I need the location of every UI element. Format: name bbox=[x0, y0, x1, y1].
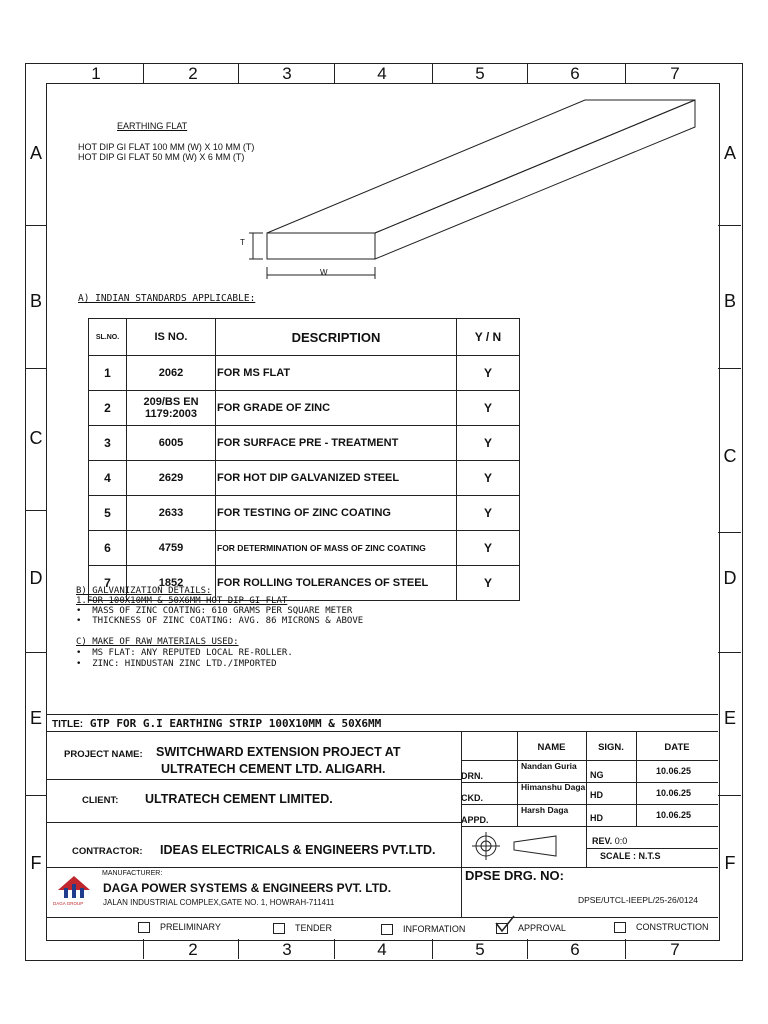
col-yn-header: Y / N bbox=[457, 319, 520, 356]
raw-bullet-2: • ZINC: HINDUSTAN ZINC LTD./IMPORTED bbox=[76, 659, 277, 669]
bullet: • bbox=[76, 606, 93, 616]
row-is: 6005 bbox=[127, 426, 216, 461]
bullet: • bbox=[76, 659, 93, 669]
table-row bbox=[89, 426, 520, 461]
drn-date: 10.06.25 bbox=[656, 766, 692, 776]
status-preliminary[interactable]: PRELIMINARY bbox=[138, 922, 221, 933]
galv-bullet-2: • THICKNESS OF ZINC COATING: AVG. 86 MICRONS & ABOVE bbox=[76, 616, 364, 626]
row-desc: FOR MS FLAT bbox=[216, 356, 457, 391]
row-is: 209/BS EN 1179:2003 bbox=[127, 391, 216, 426]
row-sl: 4 bbox=[89, 461, 127, 496]
status-approval[interactable]: APPROVAL bbox=[496, 923, 566, 934]
contractor-name: IDEAS ELECTRICALS & ENGINEERS PVT.LTD. bbox=[160, 843, 436, 857]
zone-top-3: 3 bbox=[282, 64, 292, 83]
col-desc-header: DESCRIPTION bbox=[216, 319, 457, 356]
row-yn: Y bbox=[457, 566, 520, 601]
zone-right-d: D bbox=[723, 568, 737, 588]
spec-line-2: HOT DIP GI FLAT 50 MM (W) X 6 MM (T) bbox=[78, 152, 245, 162]
ckd-sign: HD bbox=[590, 790, 603, 800]
drawing-title: GTP FOR G.I EARTHING STRIP 100X10MM & 50X6MM bbox=[89, 717, 382, 730]
dim-t-label: T bbox=[240, 238, 245, 247]
project-name-line1: SWITCHWARD EXTENSION PROJECT AT bbox=[156, 745, 401, 759]
client-label: CLIENT: bbox=[82, 795, 119, 806]
appd-sign: HD bbox=[590, 813, 603, 823]
zone-top-6: 6 bbox=[570, 64, 580, 83]
col-date-header: DATE bbox=[664, 742, 690, 753]
row-desc: FOR ROLLING TOLERANCES OF STEEL bbox=[216, 566, 457, 601]
col-is-header: IS NO. bbox=[127, 319, 216, 356]
projection-symbol-icon bbox=[470, 830, 570, 862]
zone-bottom-5: 5 bbox=[475, 940, 485, 959]
client-name: ULTRATECH CEMENT LIMITED. bbox=[145, 792, 333, 806]
row-yn: Y bbox=[457, 461, 520, 496]
row-desc: FOR HOT DIP GALVANIZED STEEL bbox=[216, 461, 457, 496]
row-yn: Y bbox=[457, 426, 520, 461]
spec-line-1: HOT DIP GI FLAT 100 MM (W) X 10 MM (T) bbox=[78, 142, 255, 152]
zone-left-b: B bbox=[29, 291, 42, 311]
row-sl: 7 bbox=[89, 566, 127, 601]
logo-caption: DAGA GROUP bbox=[53, 901, 84, 906]
drn-name: Nandan Guria bbox=[521, 761, 577, 771]
row-sl: 3 bbox=[89, 426, 127, 461]
galv-subheading: 1.FOR 100X10MM & 50X6MM HOT DIP GI FLAT bbox=[76, 596, 288, 606]
drg-no-label: DPSE DRG. NO: bbox=[465, 868, 564, 883]
contractor-label: CONTRACTOR: bbox=[72, 846, 143, 857]
galv-bullet-1: • MASS OF ZINC COATING: 610 GRAMS PER SQUARE METER bbox=[76, 606, 353, 616]
manufacturer-name: DAGA POWER SYSTEMS & ENGINEERS PVT. LTD. bbox=[103, 881, 392, 895]
row-yn: Y bbox=[457, 531, 520, 566]
row-desc: FOR GRADE OF ZINC bbox=[216, 391, 457, 426]
zone-top-2: 2 bbox=[188, 64, 198, 83]
zone-left-d: D bbox=[29, 568, 43, 588]
row-is: 2633 bbox=[127, 496, 216, 531]
zone-left-a: A bbox=[29, 143, 42, 163]
table-header-row bbox=[89, 319, 520, 356]
drn-sign: NG bbox=[590, 770, 604, 780]
zone-bottom-2: 2 bbox=[188, 940, 198, 959]
row-yn: Y bbox=[457, 356, 520, 391]
zone-bottom-6: 6 bbox=[570, 940, 580, 959]
zone-top-5: 5 bbox=[475, 64, 485, 83]
row-desc: FOR DETERMINATION OF MASS OF ZINC COATING bbox=[216, 531, 457, 566]
zone-right-b: B bbox=[723, 291, 736, 311]
row-desc: FOR TESTING OF ZINC COATING bbox=[216, 496, 457, 531]
table-row bbox=[89, 356, 520, 391]
zone-top-1: 1 bbox=[91, 64, 101, 83]
standards-heading: A) INDIAN STANDARDS APPLICABLE: bbox=[78, 293, 256, 304]
table-row bbox=[89, 391, 520, 426]
checkbox-icon[interactable] bbox=[273, 923, 285, 934]
zone-top-4: 4 bbox=[377, 64, 387, 83]
row-sl: 2 bbox=[89, 391, 127, 426]
rev-label: REV. bbox=[592, 836, 613, 846]
earthing-flat-sketch bbox=[235, 95, 700, 285]
dim-w-label: W bbox=[320, 268, 328, 277]
manufacturer-address: JALAN INDUSTRIAL COMPLEX,GATE NO. 1, HOWRAH-711411 bbox=[103, 898, 335, 907]
drawing-heading: EARTHING FLAT bbox=[117, 121, 188, 131]
row-sl: 6 bbox=[89, 531, 127, 566]
bullet: • bbox=[76, 616, 93, 626]
zone-right-f: F bbox=[724, 853, 736, 873]
row-is: 4759 bbox=[127, 531, 216, 566]
company-logo bbox=[56, 874, 92, 900]
row-is: 2062 bbox=[127, 356, 216, 391]
zone-right-c: C bbox=[723, 446, 737, 466]
table-row bbox=[89, 461, 520, 496]
row-yn: Y bbox=[457, 496, 520, 531]
row-sl: 5 bbox=[89, 496, 127, 531]
zone-bottom-4: 4 bbox=[377, 940, 387, 959]
row-yn: Y bbox=[457, 391, 520, 426]
drn-label: DRN. bbox=[461, 771, 483, 781]
zone-bottom-3: 3 bbox=[282, 940, 292, 959]
row-desc: FOR SURFACE PRE - TREATMENT bbox=[216, 426, 457, 461]
approval-checkmark-icon bbox=[494, 914, 516, 934]
raw-heading: C) MAKE OF RAW MATERIALS USED: bbox=[76, 637, 239, 647]
raw-bullet-1: • MS FLAT: ANY REPUTED LOCAL RE-ROLLER. bbox=[76, 648, 293, 658]
ckd-label: CKD. bbox=[461, 793, 483, 803]
row-is: 2629 bbox=[127, 461, 216, 496]
standards-table bbox=[88, 318, 520, 601]
zone-top-7: 7 bbox=[670, 64, 680, 83]
zone-right-e: E bbox=[723, 708, 736, 728]
scale-label: SCALE : N.T.S bbox=[600, 851, 661, 861]
rev-value: 0:0 bbox=[614, 836, 628, 846]
ckd-date: 10.06.25 bbox=[656, 788, 692, 798]
status-construction[interactable]: CONSTRUCTION bbox=[614, 922, 709, 933]
row-sl: 1 bbox=[89, 356, 127, 391]
checkbox-icon[interactable] bbox=[614, 922, 626, 933]
project-name-line2: ULTRATECH CEMENT LTD. ALIGARH. bbox=[161, 762, 386, 776]
zone-bottom-7: 7 bbox=[670, 940, 680, 959]
zone-right-a: A bbox=[723, 143, 736, 163]
status-information[interactable]: INFORMATION bbox=[381, 924, 465, 935]
galv-heading: B) GALVANIZATION DETAILS: bbox=[76, 586, 212, 596]
drg-no-value: DPSE/UTCL-IEEPL/25-26/0124 bbox=[578, 895, 699, 905]
manufacturer-label: MANUFACTURER: bbox=[102, 870, 163, 877]
col-name-header: NAME bbox=[537, 742, 566, 753]
ckd-name: Himanshu Daga bbox=[521, 782, 586, 792]
project-label: PROJECT NAME: bbox=[64, 749, 143, 760]
status-tender[interactable]: TENDER bbox=[273, 923, 332, 934]
col-sign-header: SIGN. bbox=[598, 742, 624, 753]
checkbox-icon[interactable] bbox=[138, 922, 150, 933]
appd-name: Harsh Daga bbox=[521, 805, 569, 815]
zone-left-f: F bbox=[30, 853, 42, 873]
checkbox-icon[interactable] bbox=[381, 924, 393, 935]
row-is: 1852 bbox=[127, 566, 216, 601]
appd-label: APPD. bbox=[461, 815, 489, 825]
zone-left-c: C bbox=[29, 428, 43, 448]
table-row bbox=[89, 531, 520, 566]
zone-left-e: E bbox=[29, 708, 42, 728]
appd-date: 10.06.25 bbox=[656, 810, 692, 820]
bullet: • bbox=[76, 648, 93, 658]
title-label: TITLE: bbox=[52, 719, 84, 730]
col-sl-header: SL.NO. bbox=[89, 319, 127, 356]
table-row bbox=[89, 496, 520, 531]
